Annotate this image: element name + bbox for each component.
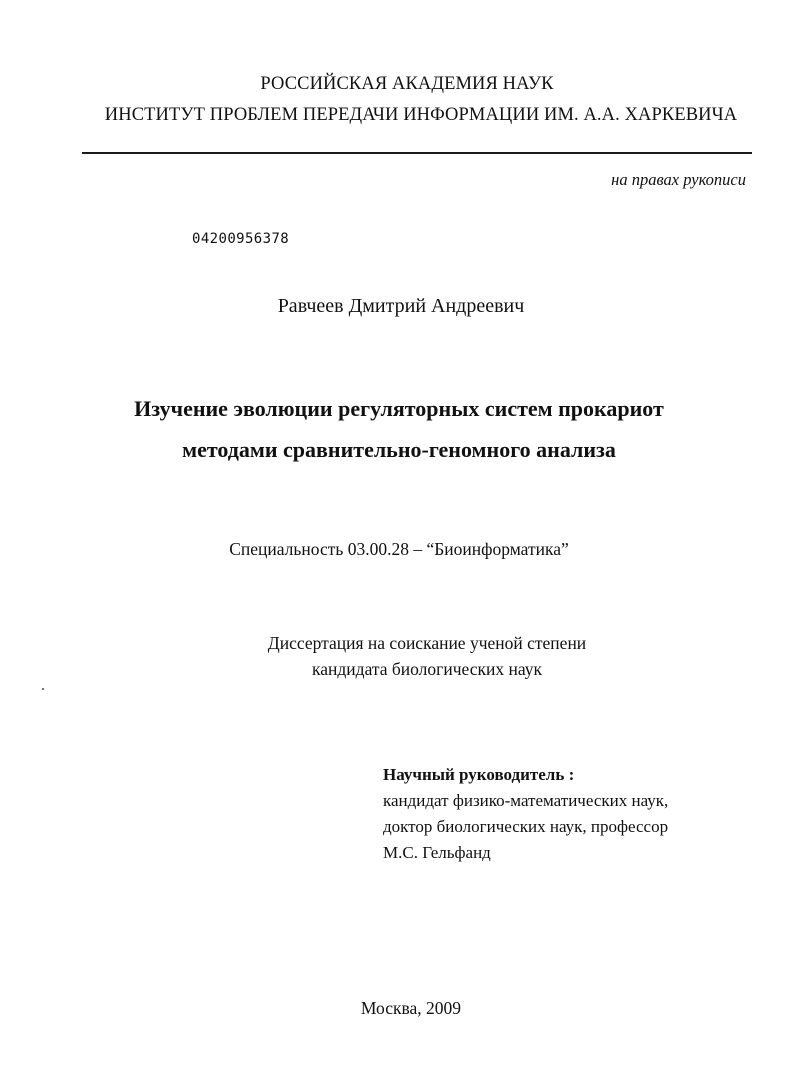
academy-name: РОССИЙСКАЯ АКАДЕМИЯ НАУК [260, 74, 554, 94]
author-name: Равчеев Дмитрий Андреевич [277, 295, 525, 317]
specialty: Специальность 03.00.28 – “Биоинформатика” [229, 539, 569, 559]
supervisor-degree-2: доктор биологических наук, профессор [383, 817, 669, 836]
header-divider [82, 152, 752, 154]
supervisor-degree-1: кандидат физико-математических наук, [383, 791, 669, 810]
supervisor-heading: Научный руководитель : [383, 765, 575, 784]
scan-speck [42, 688, 44, 690]
catalog-number: 04200956378 [192, 231, 290, 247]
degree-line-1: Диссертация на соискание ученой степени [267, 633, 587, 653]
dissertation-title-line-1: Изучение эволюции регуляторных систем прокариот [134, 396, 664, 421]
degree-line-2: кандидата биологических наук [312, 659, 542, 679]
rights-note: на правах рукописи [611, 170, 746, 189]
supervisor-name: М.С. Гельфанд [383, 843, 491, 862]
place-and-year: Москва, 2009 [360, 998, 462, 1018]
dissertation-title-line-2: методами сравнительно-геномного анализа [182, 437, 616, 462]
institute-name: ИНСТИТУТ ПРОБЛЕМ ПЕРЕДАЧИ ИНФОРМАЦИИ ИМ. А.А. ХАРКЕВИЧА [104, 105, 738, 125]
